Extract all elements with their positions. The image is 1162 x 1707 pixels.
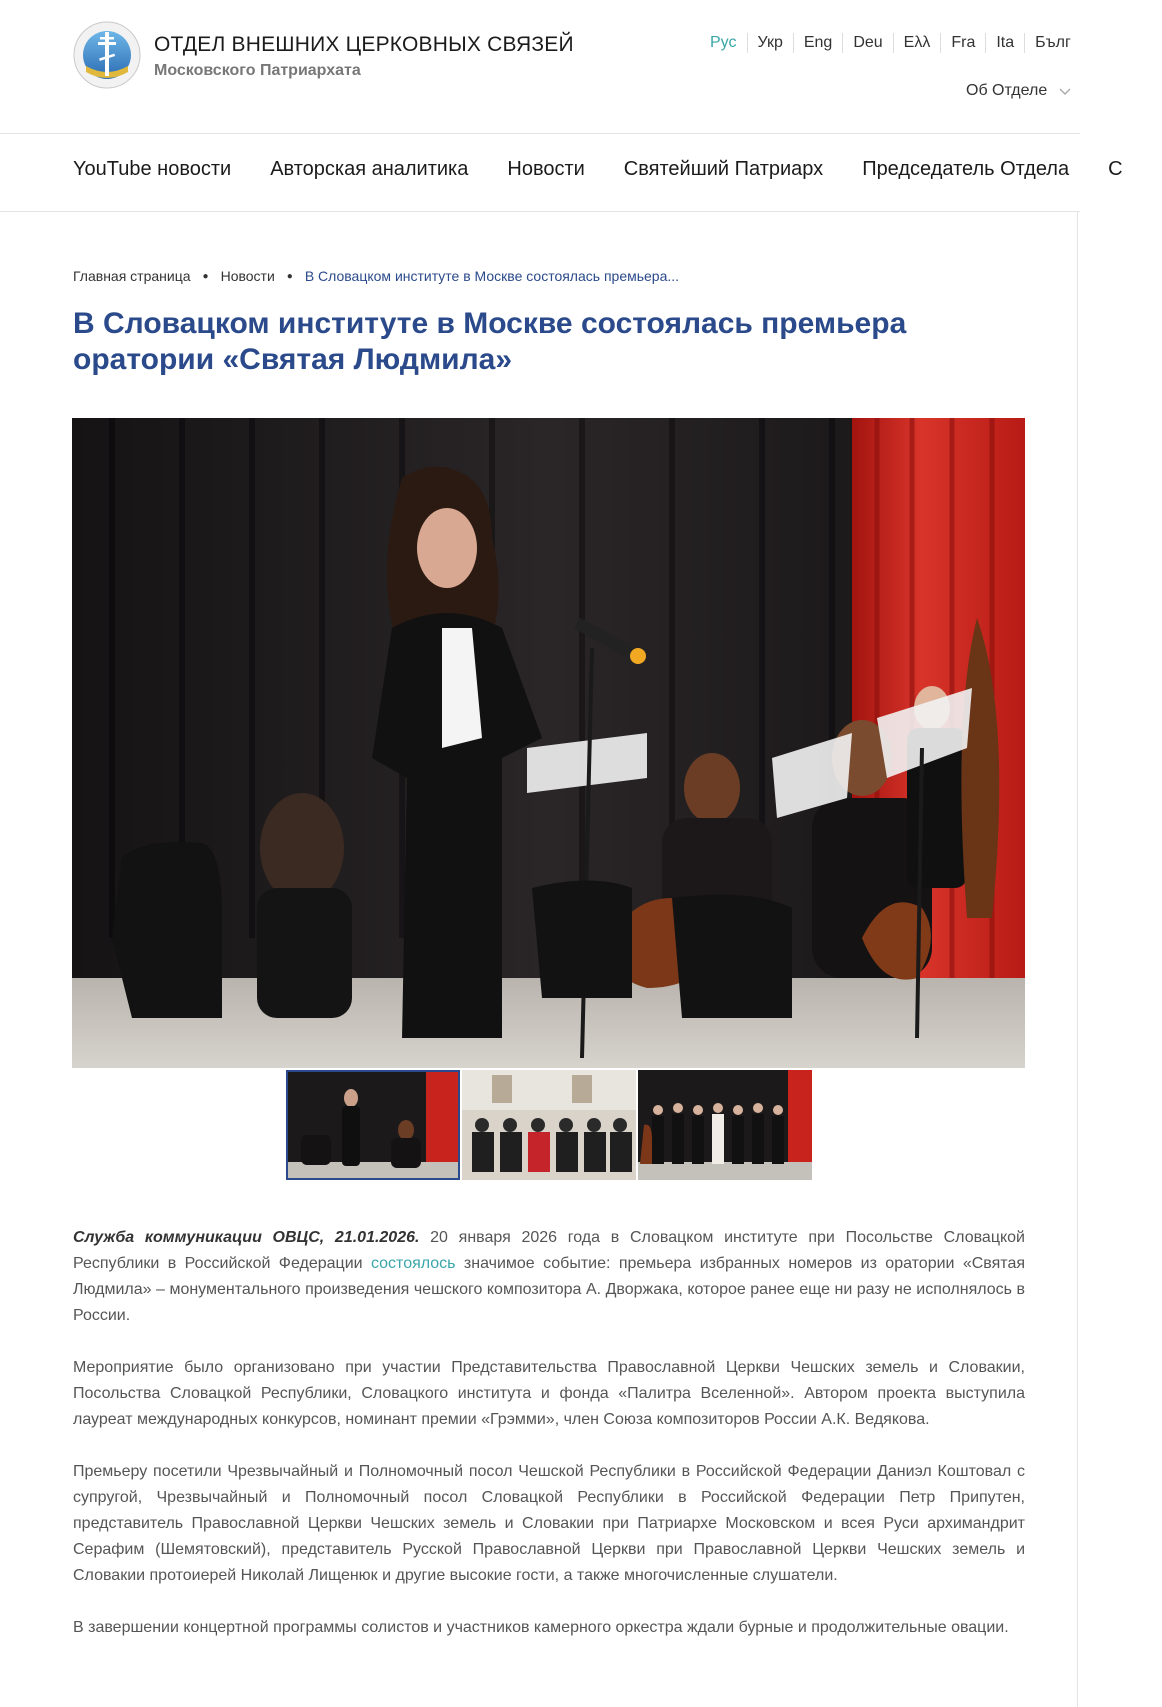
- article-paragraph: [73, 1225, 1025, 1329]
- breadcrumb: [73, 268, 679, 284]
- lang-fr[interactable]: Fra: [940, 33, 985, 53]
- breadcrumb-separator-icon: ●: [202, 270, 209, 282]
- article-body: [73, 1225, 1025, 1667]
- language-switcher: [700, 33, 1081, 53]
- lang-en[interactable]: Eng: [793, 33, 842, 53]
- thumbnail-ensemble-illustration: [638, 1070, 812, 1180]
- gallery-thumbnails: [286, 1070, 812, 1180]
- lang-it[interactable]: Ita: [985, 33, 1024, 53]
- gallery-thumbnail-3[interactable]: [638, 1070, 812, 1180]
- nav-item-analytics[interactable]: Авторская аналитика: [270, 158, 469, 180]
- site-header: [0, 0, 1080, 134]
- lang-uk[interactable]: Укр: [747, 33, 793, 53]
- article-text: значимое событие: премьера избранных номеров из оратории «Святая Людмила» – монументального произведения чешского композитора А. Дворжака, которое ранее еще ни разу не исполнялось в России.: [73, 1255, 1026, 1324]
- concert-photo-illustration: [72, 418, 1025, 1068]
- thumbnail-concert-illustration: [286, 1070, 460, 1180]
- article-inline-link[interactable]: состоялось: [370, 1255, 456, 1272]
- article-paragraph: Премьеру посетили Чрезвычайный и Полномочный посол Чешской Республики в Российской Федерации Даниэл Коштовал с супругой, Чрезвычайный и Полномочный посол Словацкой Республики в Российской Федерации Петр Припутен, представитель Православной Церкви Чешских земель и Словакии при Патриархе Московском и всея Руси архимандрит Серафим (Шемятовский), представитель Русской Православной Церкви при Православной Церкви Чешских земель и Словакии протоиерей Николай Лищенюк и другие высокие гости, а также многочисленные слушатели.: [73, 1463, 1025, 1584]
- breadcrumb-section[interactable]: Новости: [220, 268, 275, 284]
- page-title: В Словацком институте в Москве состоялась премьера оратории «Святая Людмила»: [73, 307, 907, 376]
- lang-el[interactable]: Ελλ: [893, 33, 941, 53]
- ovcs-logo-icon[interactable]: [72, 20, 142, 90]
- gallery-thumbnail-2[interactable]: [462, 1070, 636, 1180]
- site-subtitle: Московского Патриархата: [154, 62, 361, 79]
- main-navigation: [0, 134, 1123, 212]
- nav-item-news[interactable]: Новости: [507, 158, 585, 180]
- nav-item-overflow[interactable]: С: [1108, 158, 1123, 180]
- article-paragraph: Мероприятие было организовано при участии Представительства Православной Церкви Чешских земель и Словакии, Посольства Словацкой Республики, Словацкого института и фонда «Палитра Вселенной». Автором проекта выступила лауреат международных конкурсов, номинант премии «Грэмми», член Союза композиторов России А.К. Ведякова.: [73, 1359, 1025, 1428]
- content-border: [1077, 212, 1078, 1707]
- breadcrumb-home[interactable]: Главная страница: [73, 268, 191, 284]
- thumbnail-audience-illustration: [462, 1070, 636, 1180]
- site-title[interactable]: ОТДЕЛ ВНЕШНИХ ЦЕРКОВНЫХ СВЯЗЕЙ: [154, 33, 574, 56]
- article-main-photo[interactable]: [72, 418, 1025, 1068]
- article-paragraph: В завершении концертной программы солистов и участников камерного оркестра ждали бурные и продолжительные овации.: [73, 1619, 1009, 1636]
- nav-item-youtube-news[interactable]: YouTube новости: [73, 158, 232, 180]
- lang-bg[interactable]: Бълг: [1024, 33, 1081, 53]
- lang-de[interactable]: Deu: [842, 33, 892, 53]
- breadcrumb-current: В Словацком институте в Москве состоялась премьера...: [304, 268, 680, 284]
- lang-ru[interactable]: Рус: [710, 34, 737, 51]
- chevron-down-icon: [1057, 83, 1073, 99]
- nav-item-patriarch[interactable]: Святейший Патриарх: [623, 158, 824, 180]
- breadcrumb-separator-icon: ●: [286, 270, 293, 282]
- article-text: 20 января 2026 года в Словацком институте при Посольстве Словацкой Республики в Российской Федерации: [73, 1229, 1025, 1272]
- about-dropdown[interactable]: [966, 82, 1073, 100]
- gallery-thumbnail-1[interactable]: [286, 1070, 460, 1180]
- about-dropdown-label: Об Отделе: [966, 82, 1048, 99]
- article-source: Служба коммуникации ОВЦС, 21.01.2026.: [73, 1229, 420, 1246]
- nav-item-chairman[interactable]: Председатель Отдела: [862, 158, 1070, 180]
